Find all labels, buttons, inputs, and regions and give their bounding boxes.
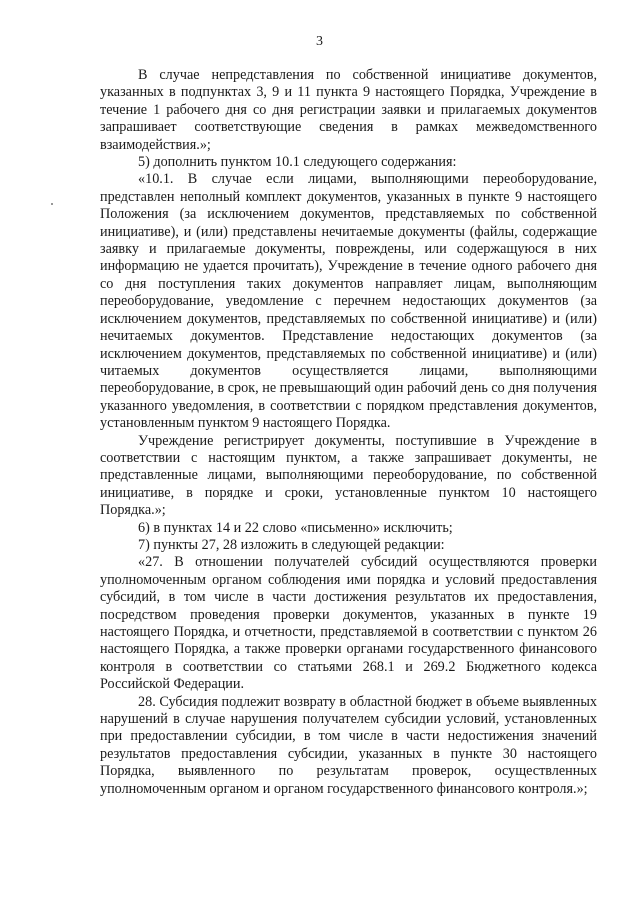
paragraph-clause-28: 28. Субсидия подлежит возврату в областной бюджет в объеме выявленных нарушений в случае нарушения получателем субсидии условий, установленных при предоставлении субсидии, в том числе в части недостижения значений результатов предоставления субсидии, указанных в пункте 30 настоящего Порядка, выявленного по результатам проверок, осуществленных уполномоченным органом и органом государственного финансового контроля.»; (100, 693, 597, 797)
scan-speck (51, 203, 53, 205)
page-number: 3 (316, 34, 323, 49)
paragraph-missing-docs-request: В случае непредставления по собственной инициативе документов, указанных в подпунктах 3, 9 и 11 пункта 9 настоящего Порядка, Учреждение в течение 1 рабочего дня со дня регистрации заявки и прилагаемых документов запрашивает соответствующие сведения в рамках межведомственного взаимодействия.»; (100, 67, 597, 153)
paragraph-clause-27: «27. В отношении получателей субсидий осуществляются проверки уполномоченным органом соблюдения ими порядка и условий предоставления субсидий, в том числе в части достижения результатов их предоставления, посредством проведения проверки документов, указанных в пункте 19 настоящего Порядка, и отчетности, представляемой в соответствии с пунктом 26 настоящего Порядка, а также проверки органами государственного финансового контроля в соответствии со статьями 268.1 и 269.2 Бюджетного кодекса Российской Федерации. (100, 554, 597, 693)
document-body (100, 67, 597, 798)
paragraph-clause-10-1: «10.1. В случае если лицами, выполняющими переоборудование, представлен неполный комплект документов, указанных в пункте 9 настоящего Положения (за исключением документов, представляемых по собственной инициативе), и (или) представлены нечитаемые документы (файлы, содержащие заявку и прилагаемые документы, повреждены, или содержащуюся в них информацию не удается прочитать), Учреждение в течение одного рабочего дня со дня поступления таких документов направляет лицам, выполняющим переоборудование, уведомление с перечнем недостающих документов (за исключением документов, представляемых по собственной инициативе) и (или) нечитаемых документов. Представление недостающих документов (за исключением документов, представляемых по собственной инициативе) и (или) читаемых документов осуществляется лицами, выполняющими переоборудование, в срок, не превышающий один рабочий день со дня получения указанного уведомления, в соответствии с порядком представления документов, установленным пунктом 9 настоящего Порядка. (100, 171, 597, 432)
paragraph-registration: Учреждение регистрирует документы, поступившие в Учреждение в соответствии с настоящим пунктом, а также запрашивает документы, не представленные лицами, выполняющими переоборудование, по собственной инициативе, в порядке и сроки, установленные пунктом 10 настоящего Порядка.»; (100, 432, 597, 519)
paragraph-item-5: 5) дополнить пунктом 10.1 следующего содержания: (138, 154, 457, 171)
paragraph-item-6: 6) в пунктах 14 и 22 слово «письменно» исключить; (138, 519, 453, 536)
paragraph-item-7: 7) пункты 27, 28 изложить в следующей редакции: (138, 536, 445, 553)
